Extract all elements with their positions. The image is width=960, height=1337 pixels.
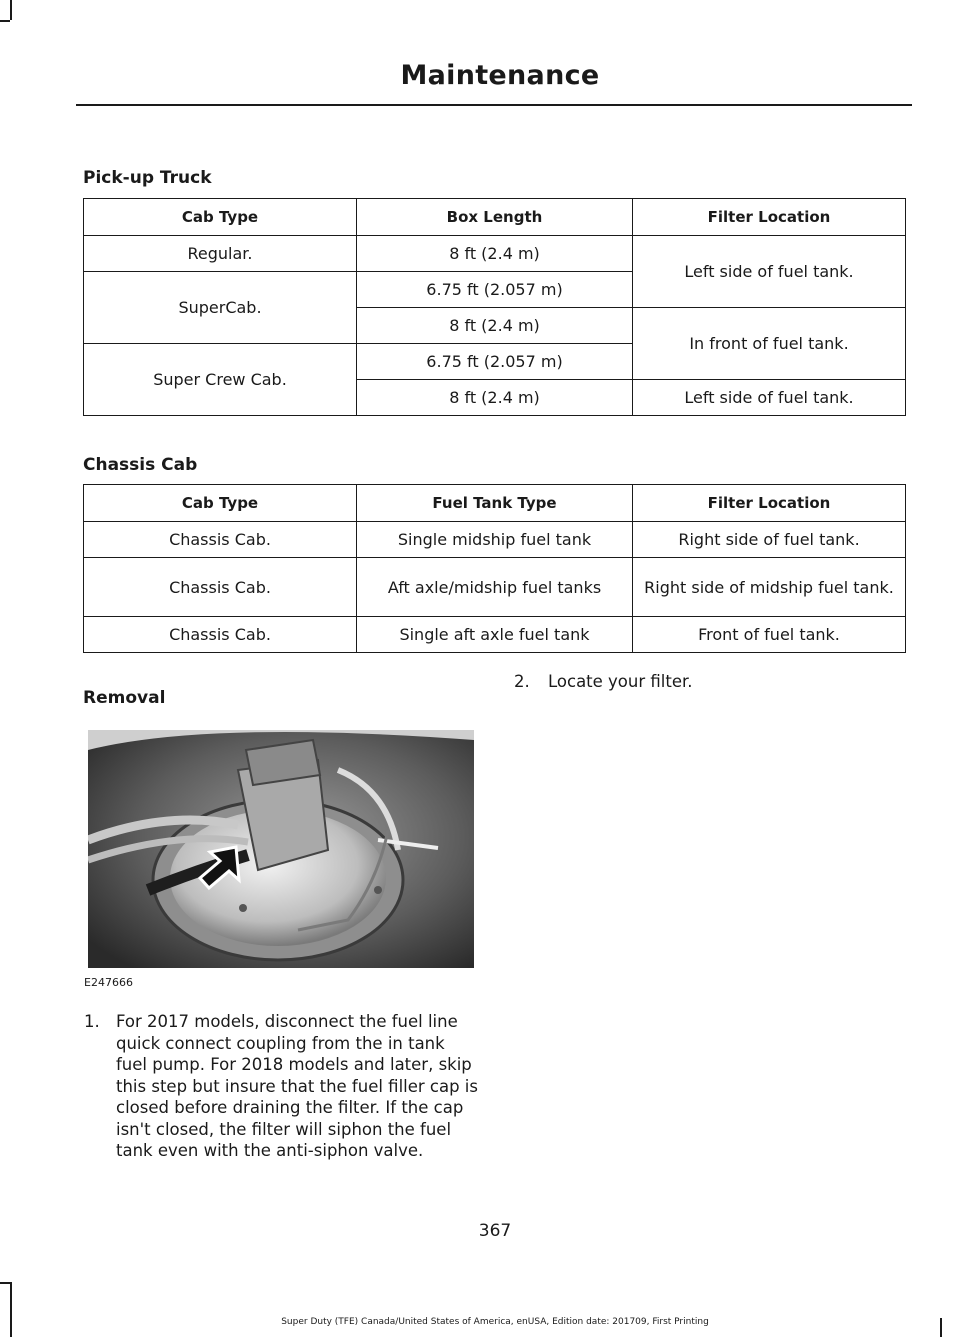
step-number: 2. xyxy=(514,672,530,691)
table-cell: Left side of fuel tank. xyxy=(633,380,906,416)
page-number: 367 xyxy=(478,1221,512,1241)
column-header: Cab Type xyxy=(84,199,357,236)
step-number: 1. xyxy=(84,1012,100,1031)
table-cell: Left side of fuel tank. xyxy=(633,236,906,308)
table-cell: Aft axle/midship fuel tanks xyxy=(357,558,633,617)
table-cell: 8 ft (2.4 m) xyxy=(357,236,633,272)
crop-mark xyxy=(0,20,10,22)
removal-heading: Removal xyxy=(83,688,166,708)
table-cell: Chassis Cab. xyxy=(84,558,357,617)
pickup-truck-table xyxy=(83,198,906,416)
table-cell: 8 ft (2.4 m) xyxy=(357,380,633,416)
step-text: Locate your filter. xyxy=(548,672,693,691)
crop-mark xyxy=(10,1282,12,1337)
column-header: Filter Location xyxy=(633,485,906,522)
table-cell: Right side of fuel tank. xyxy=(633,522,906,558)
table-cell: Right side of midship fuel tank. xyxy=(633,558,906,617)
table-cell: 6.75 ft (2.057 m) xyxy=(357,272,633,308)
column-header: Cab Type xyxy=(84,485,357,522)
chassis-cab-table xyxy=(83,484,906,653)
table-row xyxy=(84,558,906,617)
crop-mark xyxy=(0,1282,12,1284)
table-cell: Super Crew Cab. xyxy=(84,344,357,416)
table-row xyxy=(84,522,906,558)
page-title: Maintenance xyxy=(400,60,600,91)
header-divider xyxy=(76,104,912,106)
table-cell: In front of fuel tank. xyxy=(633,308,906,380)
table-header-row xyxy=(84,199,906,236)
crop-mark xyxy=(10,0,12,20)
column-header: Box Length xyxy=(357,199,633,236)
column-header: Fuel Tank Type xyxy=(357,485,633,522)
table-cell: Chassis Cab. xyxy=(84,617,357,653)
table-row xyxy=(84,617,906,653)
table-cell: Chassis Cab. xyxy=(84,522,357,558)
fuel-tank-illustration xyxy=(88,730,474,968)
image-code: E247666 xyxy=(84,976,133,989)
footer-edition-text: Super Duty (TFE) Canada/United States of America, enUSA, Edition date: 201709, First Printing xyxy=(281,1317,709,1327)
chassis-cab-heading: Chassis Cab xyxy=(83,455,198,475)
table-cell: SuperCab. xyxy=(84,272,357,344)
table-row xyxy=(84,236,906,272)
table-cell: Regular. xyxy=(84,236,357,272)
fuel-filter-photo xyxy=(88,730,474,968)
table-cell: Single aft axle fuel tank xyxy=(357,617,633,653)
table-cell: Single midship fuel tank xyxy=(357,522,633,558)
step-text: For 2017 models, disconnect the fuel line quick connect coupling from the in tank fuel pump. For 2018 models and later, skip this step but insure that the fuel filler cap is closed before draining the filter. If the cap isn't closed, the filter will siphon the fuel tank even with the anti-siphon valve. xyxy=(116,1012,478,1160)
table-header-row xyxy=(84,485,906,522)
removal-step-2 xyxy=(514,671,912,695)
table-cell: Front of fuel tank. xyxy=(633,617,906,653)
column-header: Filter Location xyxy=(633,199,906,236)
removal-step-1 xyxy=(84,1011,478,1181)
table-cell: 6.75 ft (2.057 m) xyxy=(357,344,633,380)
pickup-truck-heading: Pick-up Truck xyxy=(83,168,212,188)
table-cell: 8 ft (2.4 m) xyxy=(357,308,633,344)
